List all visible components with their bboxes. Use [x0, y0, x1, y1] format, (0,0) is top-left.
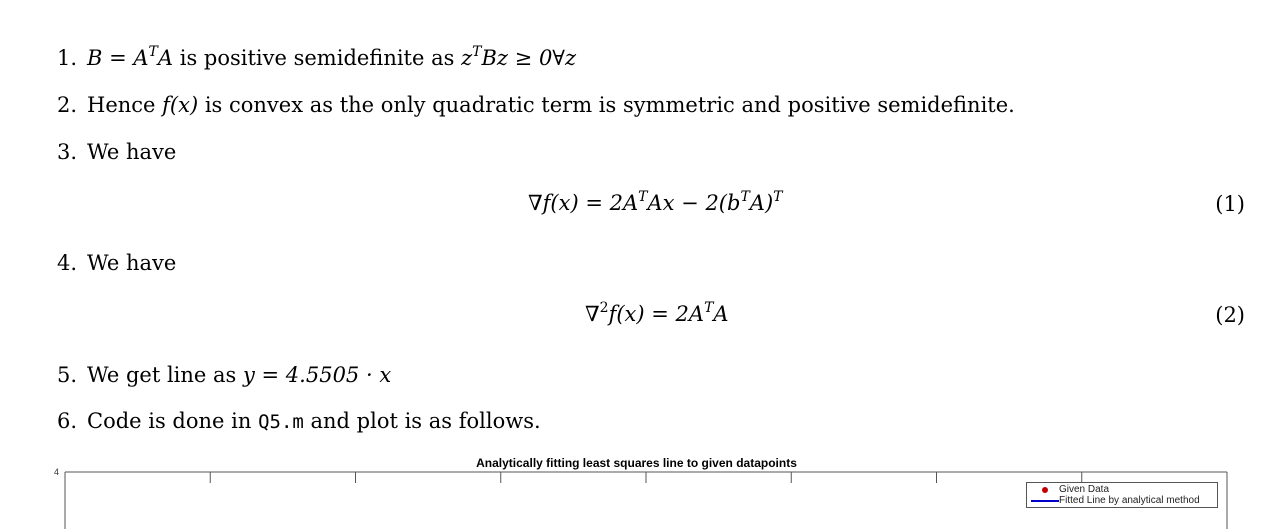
legend-entry-given-data: Given Data [1031, 484, 1109, 496]
list-item-2: 2. Hence f(x) is convex as the only quadratic term is symmetric and positive semidefinite. [57, 93, 1015, 117]
equation-2: $\nabla^2f(x) = 2A^TA$ [585, 300, 729, 326]
item-number: 4. [57, 251, 78, 275]
item-number: 5. [57, 363, 78, 387]
code-filename: Q5.m [258, 411, 304, 433]
blue-line-icon [1031, 495, 1059, 507]
plot-title: Analytically fitting least squares line to given datapoints [476, 456, 797, 470]
list-item-1: 1. $B = A^TA$ is positive semidefinite as $z^TBz$ ≥ 0∀z [57, 44, 577, 70]
y-tick-label: 4 [54, 467, 60, 477]
equation-number-1: (1) [1215, 192, 1245, 216]
list-item-6: 6. Code is done in Q5.m and plot is as follows. [57, 409, 541, 433]
list-item-3: 3. We have [57, 140, 177, 164]
item-number: 1. [57, 46, 78, 70]
list-item-5: 5. We get line as y = 4.5505 · x [57, 363, 392, 387]
legend-entry-fitted-line: Fitted Line by analytical method [1031, 495, 1200, 507]
equation-1: $\nabla f(x) = 2A^TAx - 2(b^TA)^T$ [528, 189, 783, 215]
equation-number-2: (2) [1215, 303, 1245, 327]
item-number: 6. [57, 409, 78, 433]
item-number: 3. [57, 140, 78, 164]
list-item-4: 4. We have [57, 251, 177, 275]
item-number: 2. [57, 93, 78, 117]
plot-legend [1026, 482, 1218, 508]
